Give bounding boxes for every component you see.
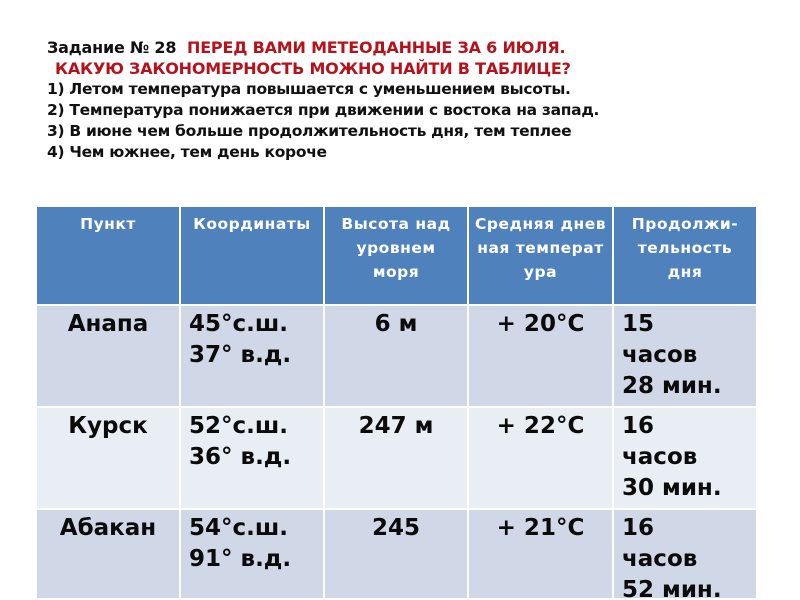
hours: 16 bbox=[622, 413, 655, 439]
cell-coordinates bbox=[180, 305, 324, 407]
cell-place: Абакан bbox=[36, 509, 180, 599]
cell-temperature: + 22°C bbox=[468, 407, 613, 509]
header-place bbox=[36, 206, 180, 305]
cell-altitude: 247 м bbox=[324, 407, 468, 509]
header-coordinates bbox=[180, 206, 324, 305]
cell-altitude: 245 bbox=[324, 509, 468, 599]
cell-altitude: 6 м bbox=[324, 305, 468, 407]
header-day-length-label: Продолжи-тельность дня bbox=[631, 215, 739, 281]
cell-place: Анапа bbox=[36, 305, 180, 407]
header-temperature bbox=[468, 206, 613, 305]
hours-unit: часов bbox=[622, 444, 698, 470]
header-temperature-label: Средняя дневная температура bbox=[474, 215, 607, 281]
header-altitude bbox=[324, 206, 468, 305]
minutes: 52 мин. bbox=[622, 577, 722, 598]
minutes: 30 мин. bbox=[622, 475, 722, 501]
weather-data-table bbox=[35, 205, 758, 600]
header-day-length bbox=[613, 206, 757, 305]
answer-option-3: 3) В июне чем больше продолжительность дня, тем теплее bbox=[47, 122, 572, 140]
cell-day-length bbox=[613, 305, 757, 407]
latitude: 45°с.ш. bbox=[189, 311, 289, 337]
table-row bbox=[36, 305, 757, 407]
cell-temperature: + 20°C bbox=[468, 305, 613, 407]
answer-option-2: 2) Температура понижается при движении с востока на запад. bbox=[47, 101, 600, 119]
cell-coordinates bbox=[180, 509, 324, 599]
hours: 15 bbox=[622, 311, 655, 337]
task-question-line1: ПЕРЕД ВАМИ МЕТЕОДАННЫЕ ЗА 6 ИЮЛЯ. bbox=[187, 38, 566, 57]
header-place-label: Пункт bbox=[80, 215, 136, 233]
table-row bbox=[36, 407, 757, 509]
task-question-line2: КАКУЮ ЗАКОНОМЕРНОСТЬ МОЖНО НАЙТИ В ТАБЛИЦЕ? bbox=[55, 59, 571, 78]
cell-coordinates bbox=[180, 407, 324, 509]
hours: 16 bbox=[622, 515, 655, 541]
header-coordinates-label: Координаты bbox=[193, 215, 311, 233]
task-title-line bbox=[47, 37, 787, 58]
header-altitude-label: Высота над уровнем моря bbox=[341, 215, 451, 281]
answer-option-4: 4) Чем южнее, тем день короче bbox=[47, 143, 327, 161]
task-label: Задание № 28 bbox=[47, 38, 177, 57]
table-row bbox=[36, 509, 757, 599]
cell-day-length bbox=[613, 509, 757, 599]
answer-option-1: 1) Летом температура повышается с уменьшением высоты. bbox=[47, 80, 571, 98]
cell-temperature: + 21°C bbox=[468, 509, 613, 599]
latitude: 52°с.ш. bbox=[189, 413, 289, 439]
hours-unit: часов bbox=[622, 342, 698, 368]
minutes: 28 мин. bbox=[622, 373, 722, 399]
longitude: 36° в.д. bbox=[189, 444, 292, 470]
longitude: 91° в.д. bbox=[189, 546, 292, 572]
task-header bbox=[47, 37, 787, 163]
table-header-row bbox=[36, 206, 757, 305]
hours-unit: часов bbox=[622, 546, 698, 572]
latitude: 54°с.ш. bbox=[189, 515, 289, 541]
cell-place: Курск bbox=[36, 407, 180, 509]
longitude: 37° в.д. bbox=[189, 342, 292, 368]
cell-day-length bbox=[613, 407, 757, 509]
